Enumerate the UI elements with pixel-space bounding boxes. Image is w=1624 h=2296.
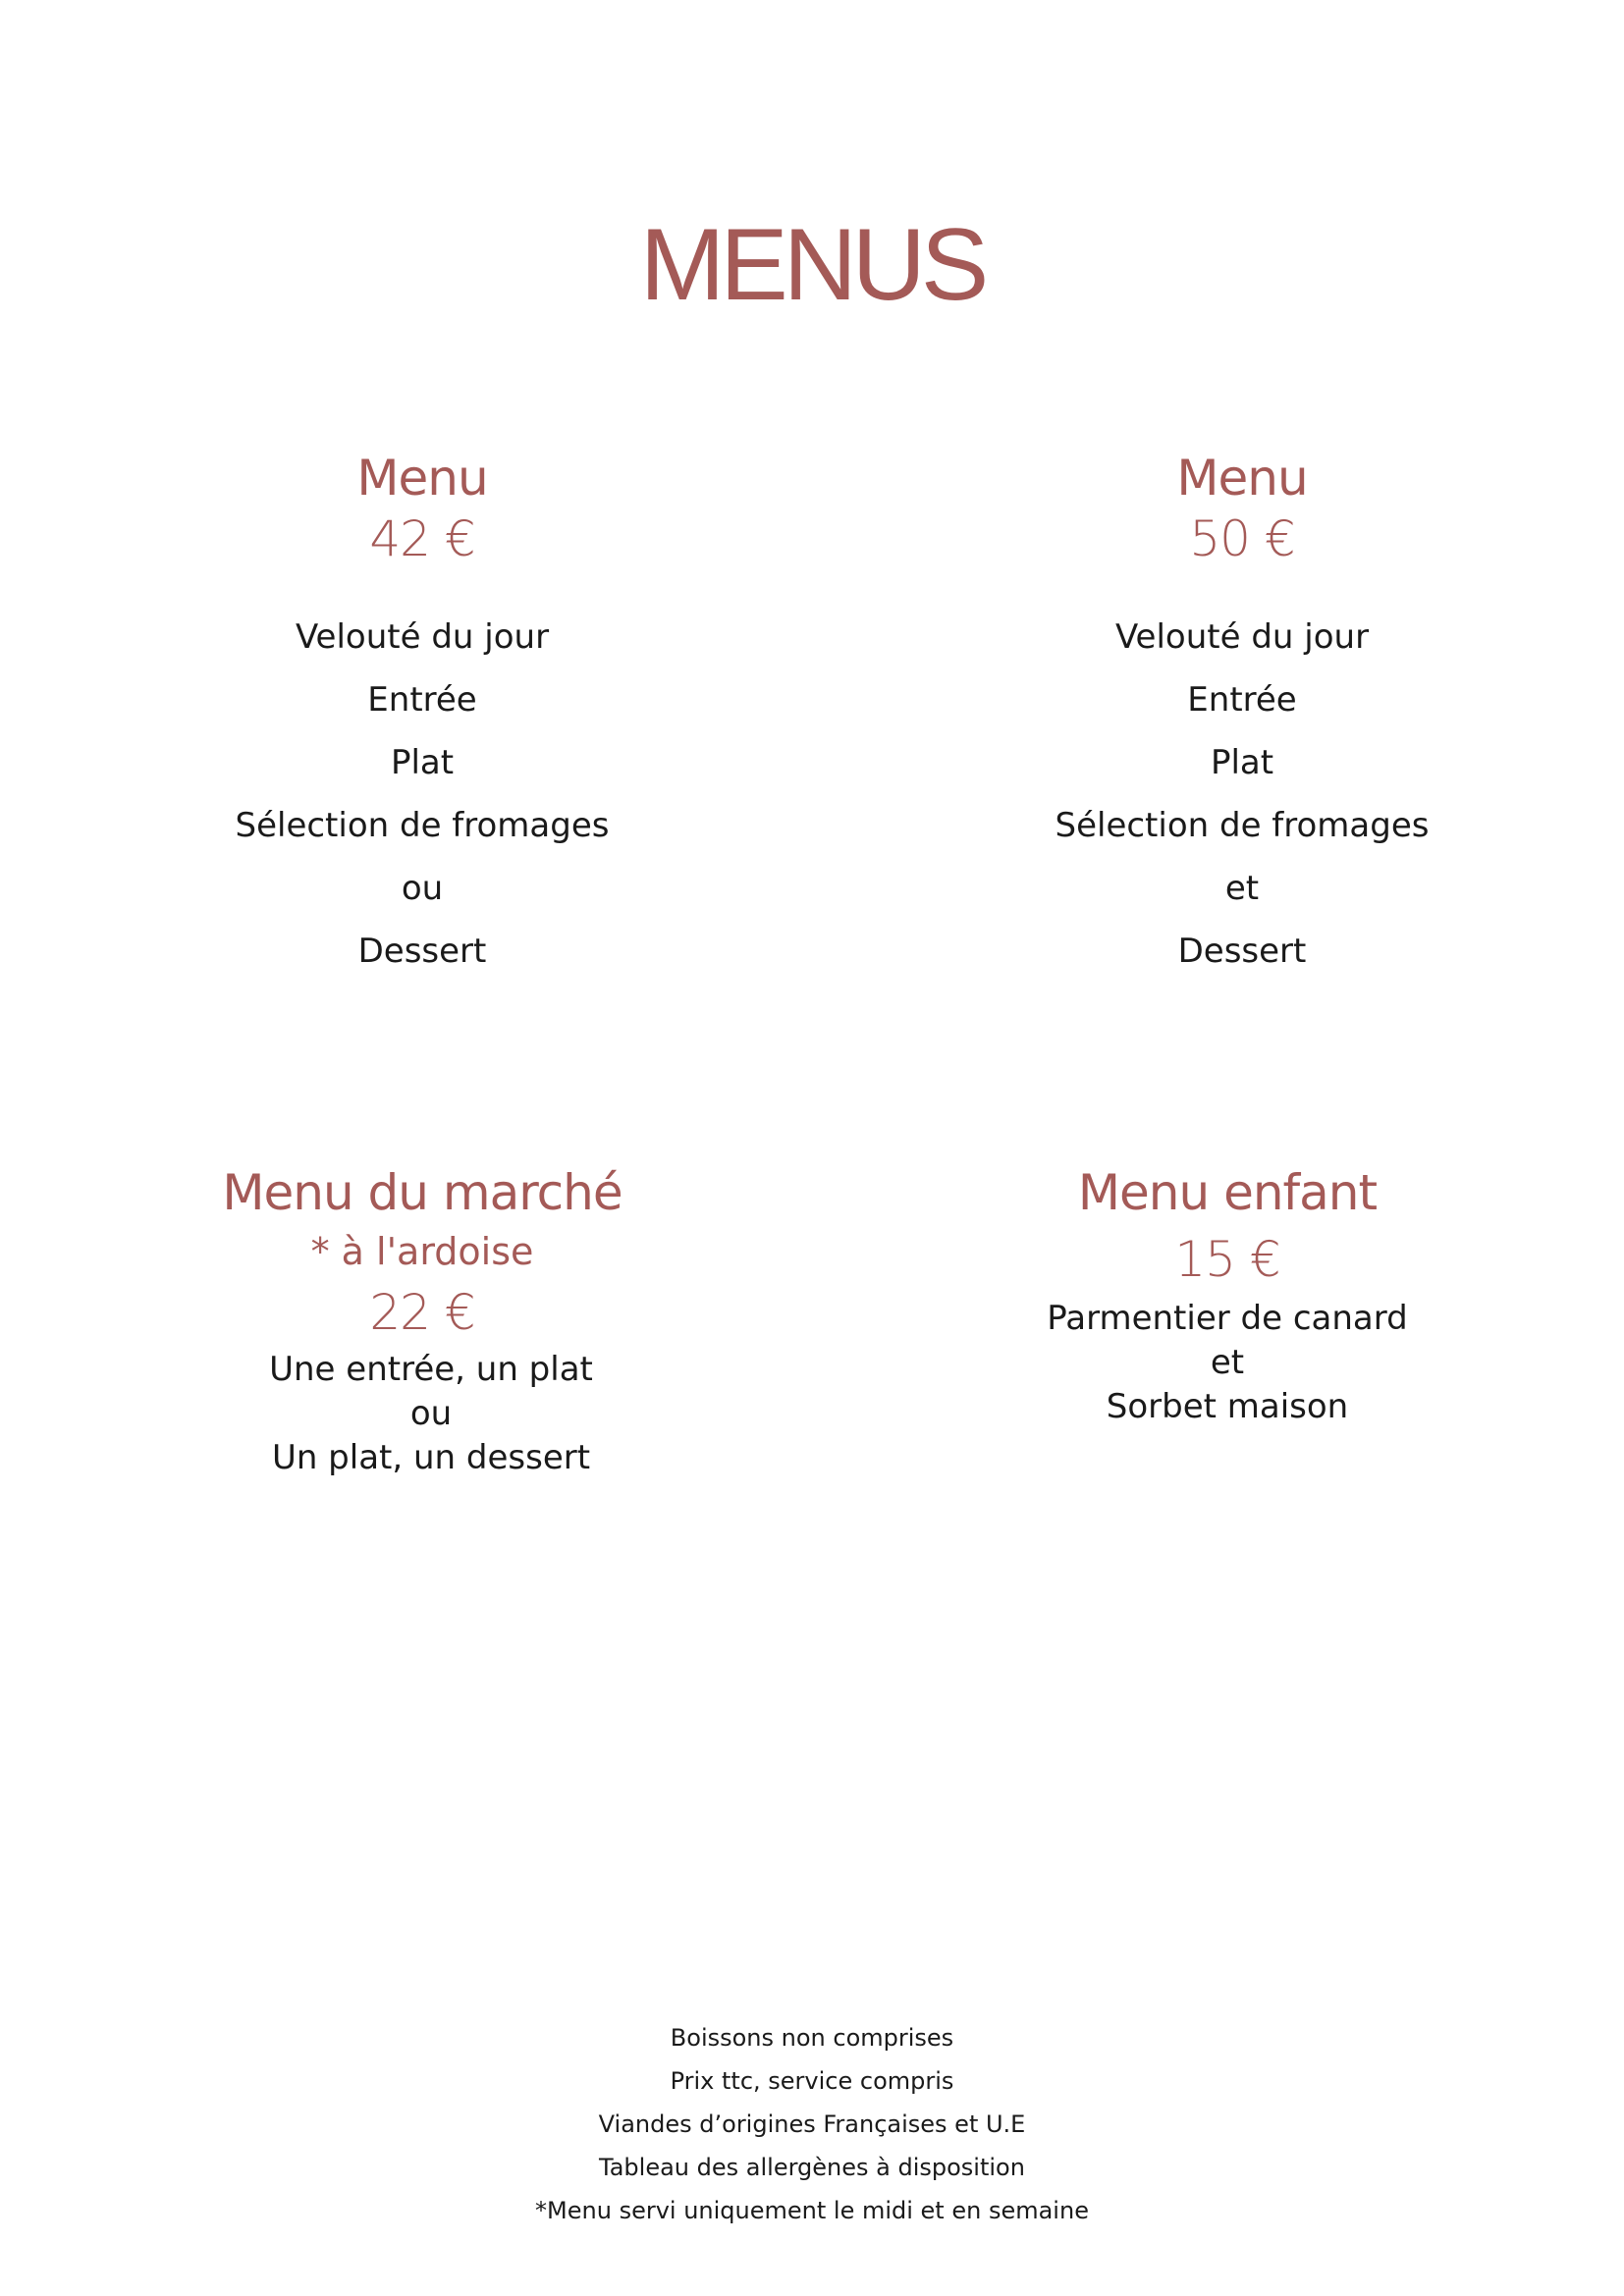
menu-name: Menu <box>1176 450 1308 507</box>
course-item: Un plat, un dessert <box>271 1438 591 1477</box>
footer-line: Tableau des allergènes à disposition <box>599 2154 1025 2181</box>
footer-line: *Menu servi uniquement le midi et en semaine <box>535 2197 1089 2224</box>
menu-price: 42 € <box>369 510 475 567</box>
menu-price: 22 € <box>369 1284 475 1341</box>
course-item: Dessert <box>357 932 487 971</box>
course-item: et <box>1224 869 1260 908</box>
course-item: ou <box>409 1394 453 1433</box>
menu-enfant-card <box>982 1164 1473 1434</box>
course-item: Velouté du jour <box>1114 617 1370 657</box>
page-title: MENUS <box>639 207 985 322</box>
course-item: Sélection de fromages <box>235 806 610 845</box>
course-item: Parmentier de canard <box>1047 1299 1408 1338</box>
course-item: Plat <box>1210 743 1274 782</box>
menu-marche-card <box>177 1164 668 1485</box>
menu-price: 15 € <box>1174 1231 1280 1288</box>
footer-line: Prix ttc, service compris <box>670 2067 954 2095</box>
course-item: Sélection de fromages <box>1055 806 1430 845</box>
footer-line: Viandes d’origines Françaises et U.E <box>598 2110 1026 2138</box>
menu-name: Menu <box>356 450 488 507</box>
course-list <box>982 1299 1473 1426</box>
course-item: Sorbet maison <box>1106 1387 1349 1426</box>
menu-42-card <box>177 450 668 997</box>
course-list <box>177 617 668 971</box>
menu-50-card <box>997 450 1488 997</box>
course-item: Entrée <box>367 680 477 720</box>
menu-name: Menu du marché <box>222 1164 623 1221</box>
course-item: et <box>1210 1343 1245 1382</box>
menu-price: 50 € <box>1189 510 1295 567</box>
footer-notes <box>0 2026 1624 2242</box>
course-list <box>997 617 1488 971</box>
course-item: ou <box>401 869 444 908</box>
course-item: Dessert <box>1177 932 1307 971</box>
course-list <box>177 1350 668 1477</box>
menu-note: * à l'ardoise <box>310 1230 534 1273</box>
course-item: Une entrée, un plat <box>269 1350 593 1389</box>
footer-line: Boissons non comprises <box>670 2024 954 2052</box>
course-item: Entrée <box>1187 680 1297 720</box>
course-item: Velouté du jour <box>295 617 550 657</box>
course-item: Plat <box>390 743 455 782</box>
menu-name: Menu enfant <box>1077 1164 1378 1221</box>
